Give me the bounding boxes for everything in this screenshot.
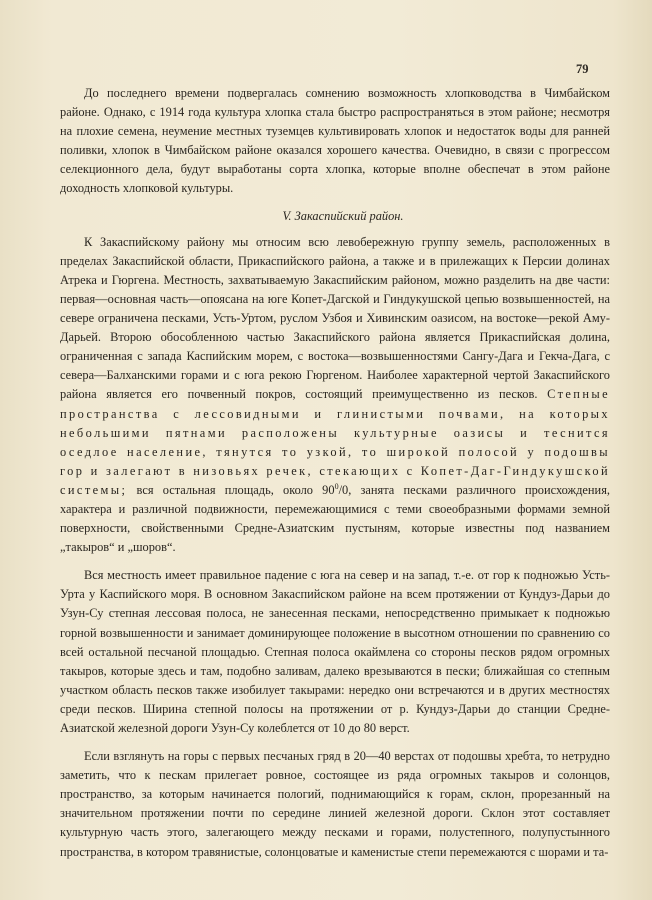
paragraph-transcaspian — [60, 233, 610, 558]
paragraph-transcaspian-part-b: вся остальная площадь, около 90 — [136, 482, 335, 497]
paragraph-mountains: Если взглянуть на горы с первых песчаных гряд в 20—40 верстах от подошвы хребта, то нетрудно заметить, что к пескам прилегает ровное, состоящее из ряда огромных такыров и солонцов, пространство, за которым начинается пологий, поднимающийся к горам, склон, прорезанный на значительном протяжении почти по середине линией железной дороги. Склон этот составляет культурную часть этого, залегающего между песками и горами, полустепного, полупустынного пространства, в котором травянистые, солонцоватые и каменистые степи перемежаются с шорами и та- — [60, 749, 610, 859]
section-title: V. Закаспийский район. — [282, 208, 404, 223]
paragraph-transcaspian-spaced: Степные пространства с лессовидными и глинистыми почвами, на которых небольшими пятнами расположены культурные оазисы и теснится оседлое население, тянутся то узкой, то широкой полосой у подошвы гор и залегают в низовьях речек, стекающих с Копет-Даг-Гиндукушской системы; — [60, 387, 610, 497]
page-body — [60, 84, 610, 862]
paragraph-slope: Вся местность имеет правильное падение с юга на север и на запад, т.-е. от гор к подножью Усть-Урта у Каспийского моря. В основном Закаспийском районе на всем протяжении от Кундуз-Дарьи до Узун-Су степная лессовая полоса, не занесенная песками, непосредственно примыкает к подножью горной возвышенности и занимает доминирующее положение в высотном отношении по сравнению со всей остальной песчаной площадью. Степная полоса окаймлена со стороны песков рядом огромных такыров, которые здесь и там, подобно заливам, далеко врезываются в пески; ближайшая со степным участком область песков также изобилует такырами: нередко они встречаются и в других местностях среди песков. Ширина степной полосы на протяжении от р. Кундуз-Дарьи до станции Средне-Азиатской железной дороги Узун-Су колеблется от 10 до 80 верст. — [60, 568, 610, 735]
paragraph-transcaspian-part-a: К Закаспийскому району мы относим всю левобережную группу земель, расположенных в пределах Закаспийской области, Прикаспийского района, а также и в прилежащих к Персии долинах Атрека и Гюргена. Местность, захватываемую Закаспийским районом, можно разделить на две части: первая—основная часть—опоясана на юге Копет-Дагской и Гиндукушской цепью возвышенностей, на севере ограничена песками, Усть-Уртом, руслом Узбоя и Хивинским оазисом, на востоке—рекой Аму-Дарьей. Второю обособленною частью Закаспийского района является Прикаспийская долина, ограниченная с запада Каспийским морем, с востока—возвышенностями Сангу-Дага и Гекча-Дага, с севера—Балханскими горами и с юга рекою Гюргеном. Наиболее характерной чертой Закаспийского района является его почвенный покров, состоящий преимущественно из песков. — [60, 234, 610, 402]
paragraph-transcaspian-part-c: /0, занята песками различного происхождения, характера и различной подвижности, перемежающимися с теми своеобразными формами земной поверхности, свойственными Средне-Азиатским пустыням, которые известны под названием „такыров“ и „шоров“. — [60, 482, 610, 555]
page-number: 79 — [576, 62, 589, 76]
paragraph-chimbay: До последнего времени подвергалась сомнению возможность хлопководства в Чимбайском районе. Однако, с 1914 года культура хлопка стала быстро распространяться в этом районе; несмотря на плохие семена, неумение местных туземцев культивировать хлопок и недостаток воды для ранней поливки, хлопок в Чимбайском районе оказался хорошего качества. Очевидно, в связи с прогрессом селекционного дела, будут выработаны сорта хлопка, которые вполне обеспечат в этом районе доходность хлопковой культуры. — [60, 86, 610, 196]
percent-superscript: 0 — [334, 481, 339, 491]
